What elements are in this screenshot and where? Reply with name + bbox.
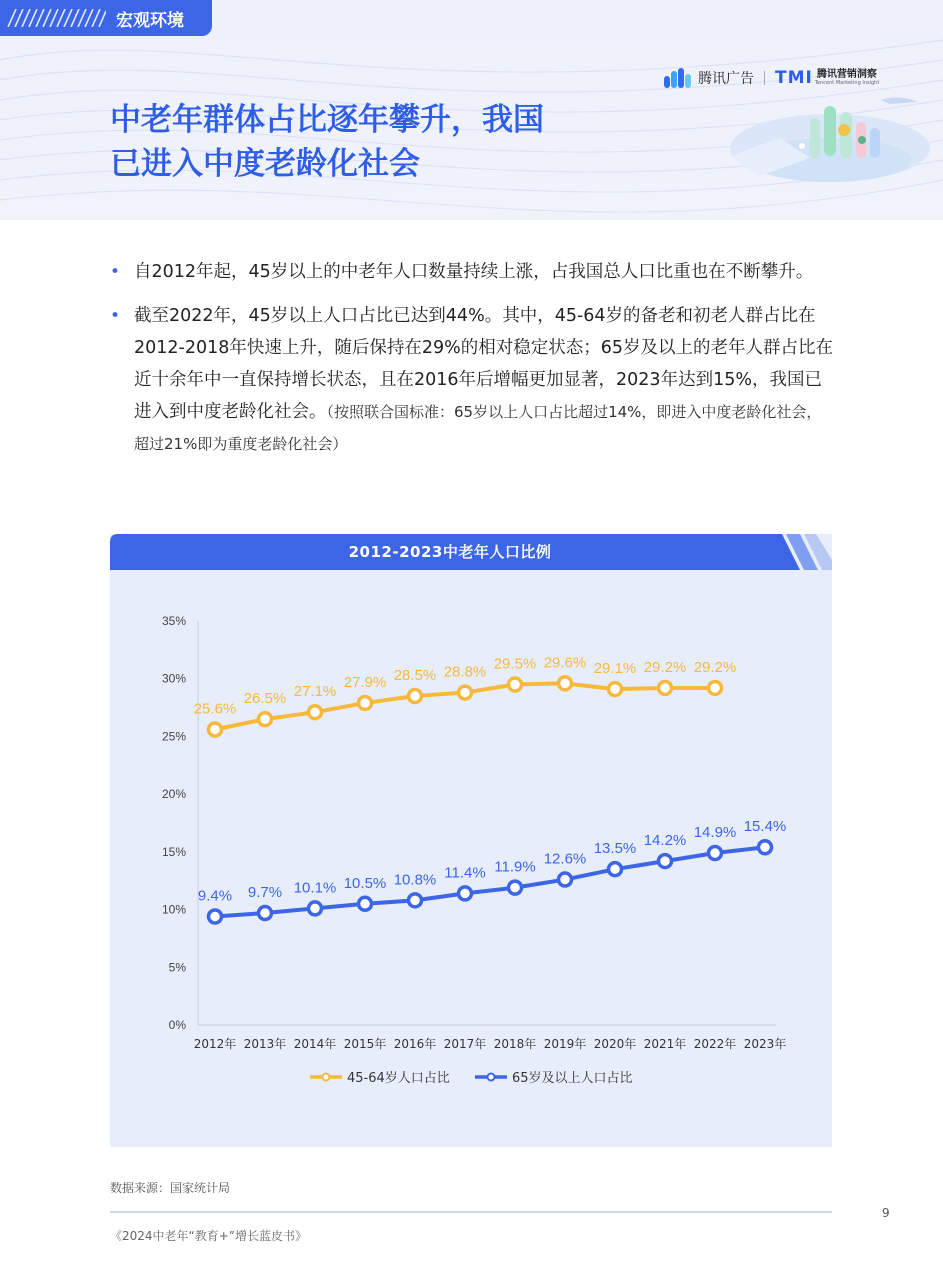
y-tick-label: 25% xyxy=(161,729,186,744)
data-label: 9.4% xyxy=(197,887,233,905)
y-tick-label: 0% xyxy=(168,1018,186,1032)
x-tick-label: 2022年 xyxy=(693,1037,737,1051)
page-title-line-2: 已进入中度老龄化社会 xyxy=(110,146,420,182)
x-tick-label: 2018年 xyxy=(493,1037,537,1051)
x-tick-label: 2017年 xyxy=(443,1037,487,1051)
x-tick-label: 2012年 xyxy=(193,1037,237,1051)
x-tick-label: 2016年 xyxy=(393,1037,437,1051)
data-label: 29.1% xyxy=(593,660,637,678)
tencent-ads-name: 腾讯广告 xyxy=(698,71,754,87)
tencent-ads-logo-icon xyxy=(664,68,694,88)
data-label: 28.5% xyxy=(393,667,437,685)
chart-header xyxy=(110,534,832,570)
data-label: 29.2% xyxy=(643,658,687,676)
y-tick-label: 35% xyxy=(161,614,186,628)
data-label: 14.2% xyxy=(643,832,687,850)
data-label: 14.9% xyxy=(693,824,737,842)
book-title: 《2024中老年“教育+”增长蓝皮书》 xyxy=(110,1229,308,1243)
data-point xyxy=(609,863,622,876)
y-tick-label: 30% xyxy=(161,671,186,686)
data-point xyxy=(409,690,422,703)
section-tab-label: 宏观环境 xyxy=(116,11,184,31)
data-point xyxy=(259,713,272,726)
data-point xyxy=(509,678,522,691)
x-tick-label: 2023年 xyxy=(743,1037,787,1051)
data-label: 29.5% xyxy=(493,655,537,673)
x-tick-label: 2020年 xyxy=(593,1037,637,1051)
data-point xyxy=(659,681,672,694)
legend-marker xyxy=(323,1074,330,1081)
data-label: 13.5% xyxy=(593,840,637,858)
data-point xyxy=(459,887,472,900)
data-label: 10.8% xyxy=(393,871,437,889)
legend-label: 45-64岁人口占比 xyxy=(347,1071,450,1086)
x-tick-label: 2015年 xyxy=(343,1037,387,1051)
data-source: 数据来源：国家统计局 xyxy=(110,1181,231,1195)
x-tick-label: 2013年 xyxy=(243,1037,287,1051)
y-tick-label: 15% xyxy=(161,844,186,859)
data-label: 15.4% xyxy=(743,818,787,836)
data-label: 29.6% xyxy=(543,654,587,672)
x-tick-label: 2014年 xyxy=(293,1037,337,1051)
bullet-text: 自2012年起，45岁以上的中老年人口数量持续上涨，占我国总人口比重也在不断攀升。 xyxy=(134,262,814,282)
data-point xyxy=(759,841,772,854)
data-label: 11.9% xyxy=(494,858,536,876)
line-chart xyxy=(110,570,832,1110)
tmi-logo: TMI xyxy=(775,68,813,88)
data-point xyxy=(559,873,572,886)
header-band xyxy=(0,0,943,220)
data-point xyxy=(659,855,672,868)
data-point xyxy=(209,910,222,923)
legend-marker xyxy=(488,1074,495,1081)
bullet-item xyxy=(110,256,835,288)
section-tab xyxy=(0,0,212,36)
data-label: 28.8% xyxy=(443,663,487,681)
data-label: 10.5% xyxy=(343,874,387,892)
data-label: 12.6% xyxy=(543,850,587,868)
data-point xyxy=(309,706,322,719)
data-label: 9.7% xyxy=(247,884,283,902)
bullet-list xyxy=(110,256,835,472)
bullet-item xyxy=(110,300,835,460)
data-point xyxy=(209,723,222,736)
brand-divider xyxy=(764,71,765,85)
tmi-subtitle: Tencent Marketing Insight xyxy=(814,80,880,86)
data-point xyxy=(259,907,272,920)
bullet-marker: • xyxy=(110,306,121,326)
data-point xyxy=(309,902,322,915)
city-illustration-icon xyxy=(690,88,930,198)
brand-logos xyxy=(664,66,879,90)
bullet-marker: • xyxy=(110,262,121,282)
data-label: 25.6% xyxy=(193,700,237,718)
data-label: 27.9% xyxy=(343,673,387,691)
chart-title: 2012-2023中老年人口比例 xyxy=(348,543,552,561)
data-label: 27.1% xyxy=(293,683,337,701)
page-number: 9 xyxy=(882,1206,890,1220)
x-tick-label: 2019年 xyxy=(543,1037,587,1051)
data-point xyxy=(559,677,572,690)
page-title xyxy=(110,98,630,186)
footer-divider xyxy=(110,1211,832,1213)
page-title-line-1: 中老年群体占比逐年攀升，我国 xyxy=(110,102,544,138)
data-point xyxy=(359,696,372,709)
data-label: 26.5% xyxy=(243,690,287,708)
data-point xyxy=(709,681,722,694)
data-point xyxy=(509,881,522,894)
x-tick-label: 2021年 xyxy=(643,1037,687,1051)
y-tick-label: 10% xyxy=(161,902,186,917)
data-point xyxy=(359,897,372,910)
data-point xyxy=(709,847,722,860)
stripes-decoration xyxy=(6,9,106,27)
bullet-text: 截至2022年，45岁以上人口占比已达到44%。其中，45-64岁的备老和初老人群占比在2012-2018年快速上升，随后保持在29%的相对稳定状态；65岁及以上的老年人群占比在近十余年中一直保持增长状态，且在2016年后增幅更加显著，2023年达到15%，我国已进入到中度老龄化社会。 xyxy=(134,306,834,422)
bullet-note: （按照联合国标准：65岁以上人口占比超过14%，即进入中度老龄化社会，超过21%即为重度老龄化社会） xyxy=(134,403,822,453)
data-label: 11.4% xyxy=(444,864,486,882)
y-tick-label: 20% xyxy=(161,787,186,802)
data-point xyxy=(409,894,422,907)
data-point xyxy=(609,683,622,696)
data-label: 29.2% xyxy=(693,658,737,676)
data-label: 10.1% xyxy=(293,879,337,897)
legend-label: 65岁及以上人口占比 xyxy=(512,1071,633,1086)
data-point xyxy=(459,686,472,699)
tmi-name: 腾讯营销洞察 xyxy=(816,69,877,80)
y-tick-label: 5% xyxy=(168,960,186,975)
